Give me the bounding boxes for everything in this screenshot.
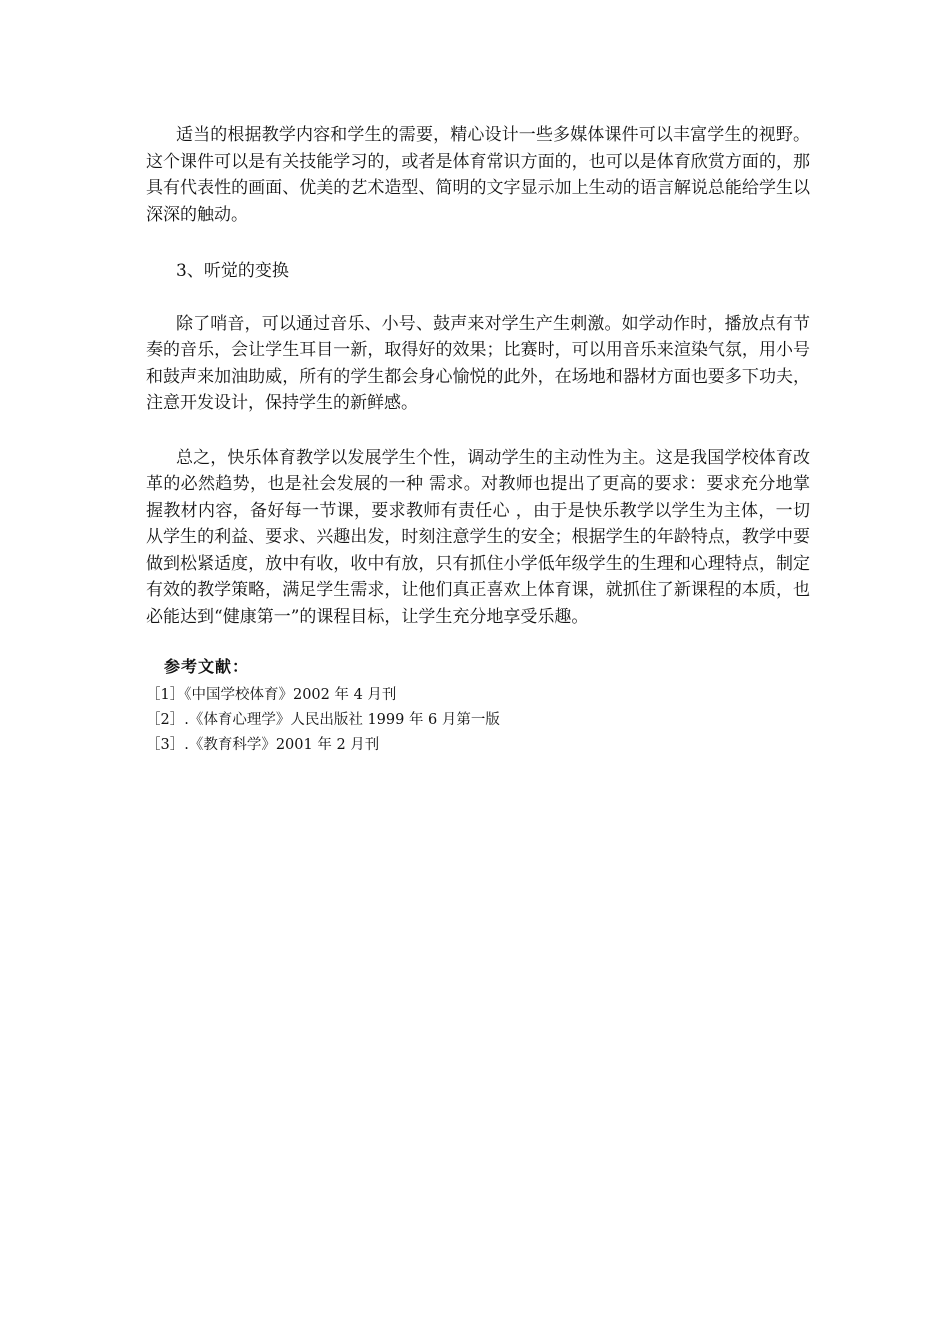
body-paragraph-multimedia: 适当的根据教学内容和学生的需要，精心设计一些多媒体课件可以丰富学生的视野。这个课件可以是有关技能学习的，或者是体育常识方面的，也可以是体育欣赏方面的，那具有代表性的画面、优美的艺术造型、简明的文字显示加上生动的语言解说总能给学生以深深的触动。 [146,125,810,225]
section-heading-hearing: 3、听觉的变换 [176,261,289,281]
body-paragraph-conclusion: 总之，快乐体育教学以发展学生个性，调动学生的主动性为主。这是我国学校体育改革的必然趋势，也是社会发展的一种 需求。对教师也提出了更高的要求：要求充分地掌握教材内容，备好每一节课，要求教师有责任心 ，由于是快乐教学以学生为主体，一切从学生的利益、要求、兴趣出发，时刻注意学生的安全；根据学生的年龄特点，教学中要做到松紧适度，放中有收，收中有放，只有抓住小学低年级学生的生理和心理特点，制定有效的教学策略，满足学生需求，让他们真正喜欢上体育课，就抓住了新课程的本质，也必能达到“健康第一”的课程目标，让学生充分地享受乐趣。 [146,447,810,627]
reference-item: ［3］.《教育科学》2001 年 2 月刊 [146,737,380,753]
document-page [146,122,810,758]
references-title: 参考文献： [164,657,250,676]
reference-item: ［1］《中国学校体育》2002 年 4 月刊 [146,687,397,703]
references-section [146,654,810,758]
references-list [146,683,810,758]
body-paragraph-sound: 除了哨音，可以通过音乐、小号、鼓声来对学生产生刺激。如学动作时，播放点有节奏的音乐，会让学生耳目一新，取得好的效果；比赛时，可以用音乐来渲染气氛，用小号和鼓声来加油助威，所有的学生都会身心愉悦的此外，在场地和器材方面也要多下功夫，注意开发设计，保持学生的新鲜感。 [146,313,810,413]
reference-item: ［2］.《体育心理学》人民出版社 1999 年 6 月第一版 [146,712,500,728]
